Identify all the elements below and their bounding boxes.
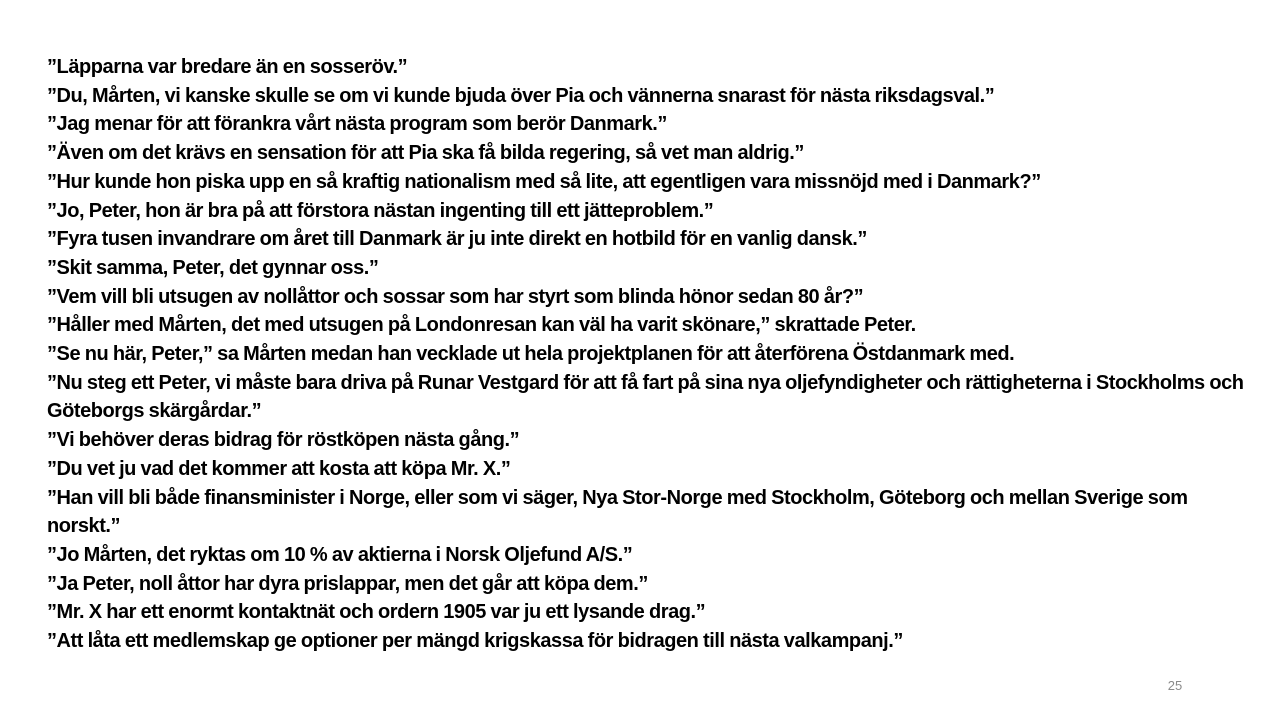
- dialogue-line: ”Nu steg ett Peter, vi måste bara driva på Runar Vestgard för att få fart på sina nya oljefyndigheter och rättigheterna i Stockholms och Göteborgs skärgårdar.”: [47, 371, 1244, 423]
- dialogue-line: ”Jag menar för att förankra vårt nästa program som berör Danmark.”: [47, 113, 667, 136]
- dialogue-line: ”Även om det krävs en sensation för att Pia ska få bilda regering, så vet man aldrig.”: [47, 142, 804, 165]
- dialogue-line: ”Se nu här, Peter,” sa Mårten medan han vecklade ut hela projektplanen för att återförena Östdanmark med.: [47, 343, 1015, 366]
- dialogue-line: ”Jo Mårten, det ryktas om 10 % av aktierna i Norsk Oljefund A/S.”: [47, 543, 633, 566]
- dialogue-line: ”Skit samma, Peter, det gynnar oss.”: [47, 256, 379, 279]
- dialogue-line: ”Du, Mårten, vi kanske skulle se om vi kunde bjuda över Pia och vännerna snarast för nästa riksdagsval.”: [47, 84, 995, 107]
- dialogue-line: ”Håller med Mårten, det med utsugen på Londonresan kan väl ha varit skönare,” skrattade Peter.: [47, 314, 916, 337]
- dialogue-line: ”Du vet ju vad det kommer att kosta att köpa Mr. X.”: [47, 457, 511, 480]
- dialogue-text-body: [47, 53, 1247, 656]
- dialogue-line: ”Fyra tusen invandrare om året till Danmark är ju inte direkt en hotbild för en vanlig dansk.”: [47, 228, 867, 251]
- slide-number: 25: [1167, 678, 1183, 693]
- dialogue-line: ”Ja Peter, noll åttor har dyra prislappar, men det går att köpa dem.”: [47, 572, 648, 595]
- dialogue-line: ”Mr. X har ett enormt kontaktnät och ordern 1905 var ju ett lysande drag.”: [47, 601, 706, 624]
- dialogue-line: ”Vi behöver deras bidrag för röstköpen nästa gång.”: [47, 429, 520, 452]
- dialogue-line: ”Hur kunde hon piska upp en så kraftig nationalism med så lite, att egentligen vara missnöjd med i Danmark?”: [47, 170, 1041, 193]
- dialogue-line: ”Han vill bli både finansminister i Norge, eller som vi säger, Nya Stor-Norge med Stockholm, Göteborg och mellan Sverige som norskt.”: [47, 486, 1188, 538]
- dialogue-line: ”Att låta ett medlemskap ge optioner per mängd krigskassa för bidragen till nästa valkampanj.”: [47, 630, 903, 653]
- dialogue-line: ”Vem vill bli utsugen av nollåttor och sossar som har styrt som blinda hönor sedan 80 år?”: [47, 285, 864, 308]
- dialogue-line: ”Läpparna var bredare än en sosseröv.”: [47, 56, 408, 78]
- dialogue-line: ”Jo, Peter, hon är bra på att förstora nästan ingenting till ett jätteproblem.”: [47, 199, 714, 222]
